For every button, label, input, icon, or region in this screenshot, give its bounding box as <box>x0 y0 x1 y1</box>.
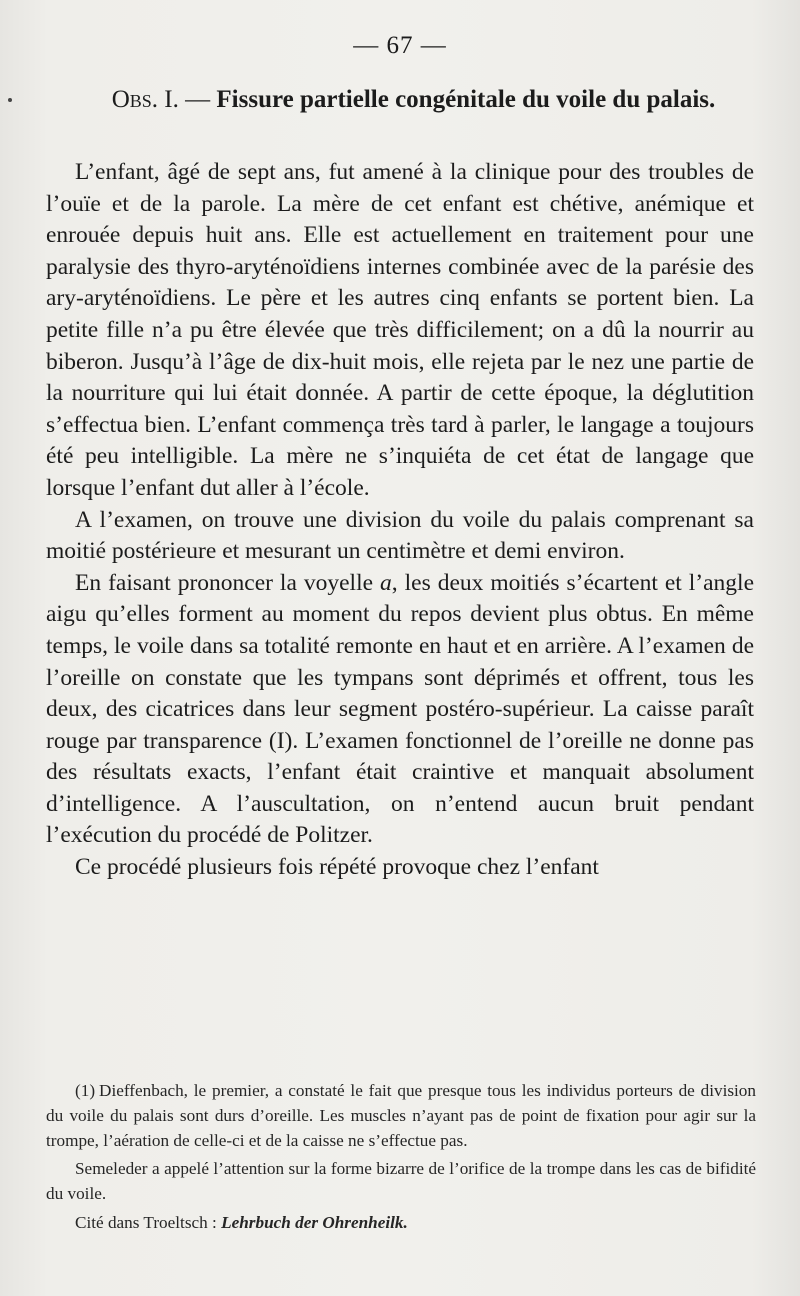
margin-mark <box>8 98 12 102</box>
vowel-test-text-start: En faisant prononcer la voyelle <box>75 569 381 596</box>
footnote-dieffenbach <box>46 1079 756 1153</box>
footnotes <box>46 1079 756 1240</box>
paragraph-history: L’enfant, âgé de sept ans, fut amené à la clinique pour des troubles de l’ouïe et de la parole. La mère de cet enfant est chétive, anémique et enrouée depuis huit ans. Elle est actuellement en traitement pour une paralysie des thyro-aryténoïdiens internes combinée avec de la parésie des ary-aryténoïdiens. Le père et les autres cinq enfants se portent bien. La petite fille n’a pu être élevée que très difficilement; on a dû la nourrir au biberon. Jusqu’à l’âge de dix-huit mois, elle rejeta par le nez une partie de la nourriture qui lui était donnée. A partir de cette époque, la déglutition s’effectua bien. L’enfant commença très tard à parler, le langage a toujours été peu intelligible. La mère ne s’inquiéta de cet état de langage que lorsque l’enfant dut aller à l’école. <box>46 159 754 501</box>
footnote-book-title: Lehrbuch der Ohrenheilk. <box>221 1212 408 1232</box>
footnote-semeleder: Semeleder a appelé l’attention sur la forme bizarre de l’orifice de la trompe dans les cas de bifidité du voile. <box>46 1159 756 1204</box>
vowel-test-text-end: , les deux moitiés s’écartent et l’angle aigu qu’elles forment au moment du repos devient plus obtus. En même temps, le voile dans sa totalité remonte en haut et en arrière. A l’examen de l’oreille on constate que les tympans sont déprimés et offrent, tous les deux, des cicatrices dans leur segment postéro-supérieur. La caisse paraît rouge par transparence (I). L’examen fonctionnel de l’oreille ne donne pas des résultats exacts, l’enfant était craintive et manquait absolument d’intelligence. A l’auscultation, on n’entend aucun bruit pendant l’exécution du procédé de Politzer. <box>46 569 754 849</box>
observation-title <box>66 84 761 116</box>
footnote-marker: (1) <box>75 1081 96 1100</box>
paragraph-examination: A l’examen, on trouve une division du voile du palais comprenant sa moitié postérieure et mesurant un centimètre et demi environ. <box>46 506 754 565</box>
footnote-troeltsch-prefix: Cité dans Troeltsch : <box>75 1212 222 1232</box>
page-number: — 67 — <box>353 32 447 59</box>
body-text <box>46 157 754 884</box>
paragraph-vowel-test <box>46 568 754 852</box>
observation-label: Obs. I. — <box>111 86 217 113</box>
observation-heading: Fissure partielle congénitale du voile du palais. <box>216 86 716 113</box>
vowel-letter: a <box>380 569 392 596</box>
paragraph-politzer: Ce procédé plusieurs fois répété provoque chez l’enfant <box>75 854 599 881</box>
footnote-troeltsch <box>46 1211 756 1236</box>
footnote-dieffenbach-text: Dieffenbach, le premier, a constaté le fait que presque tous les individus porteurs de division du voile du palais sont durs d’oreille. Les muscles n’ayant pas de point de fixation pour agir sur la trompe, l’aération de celle-ci et de la caisse ne s’effectue pas. <box>46 1081 756 1150</box>
